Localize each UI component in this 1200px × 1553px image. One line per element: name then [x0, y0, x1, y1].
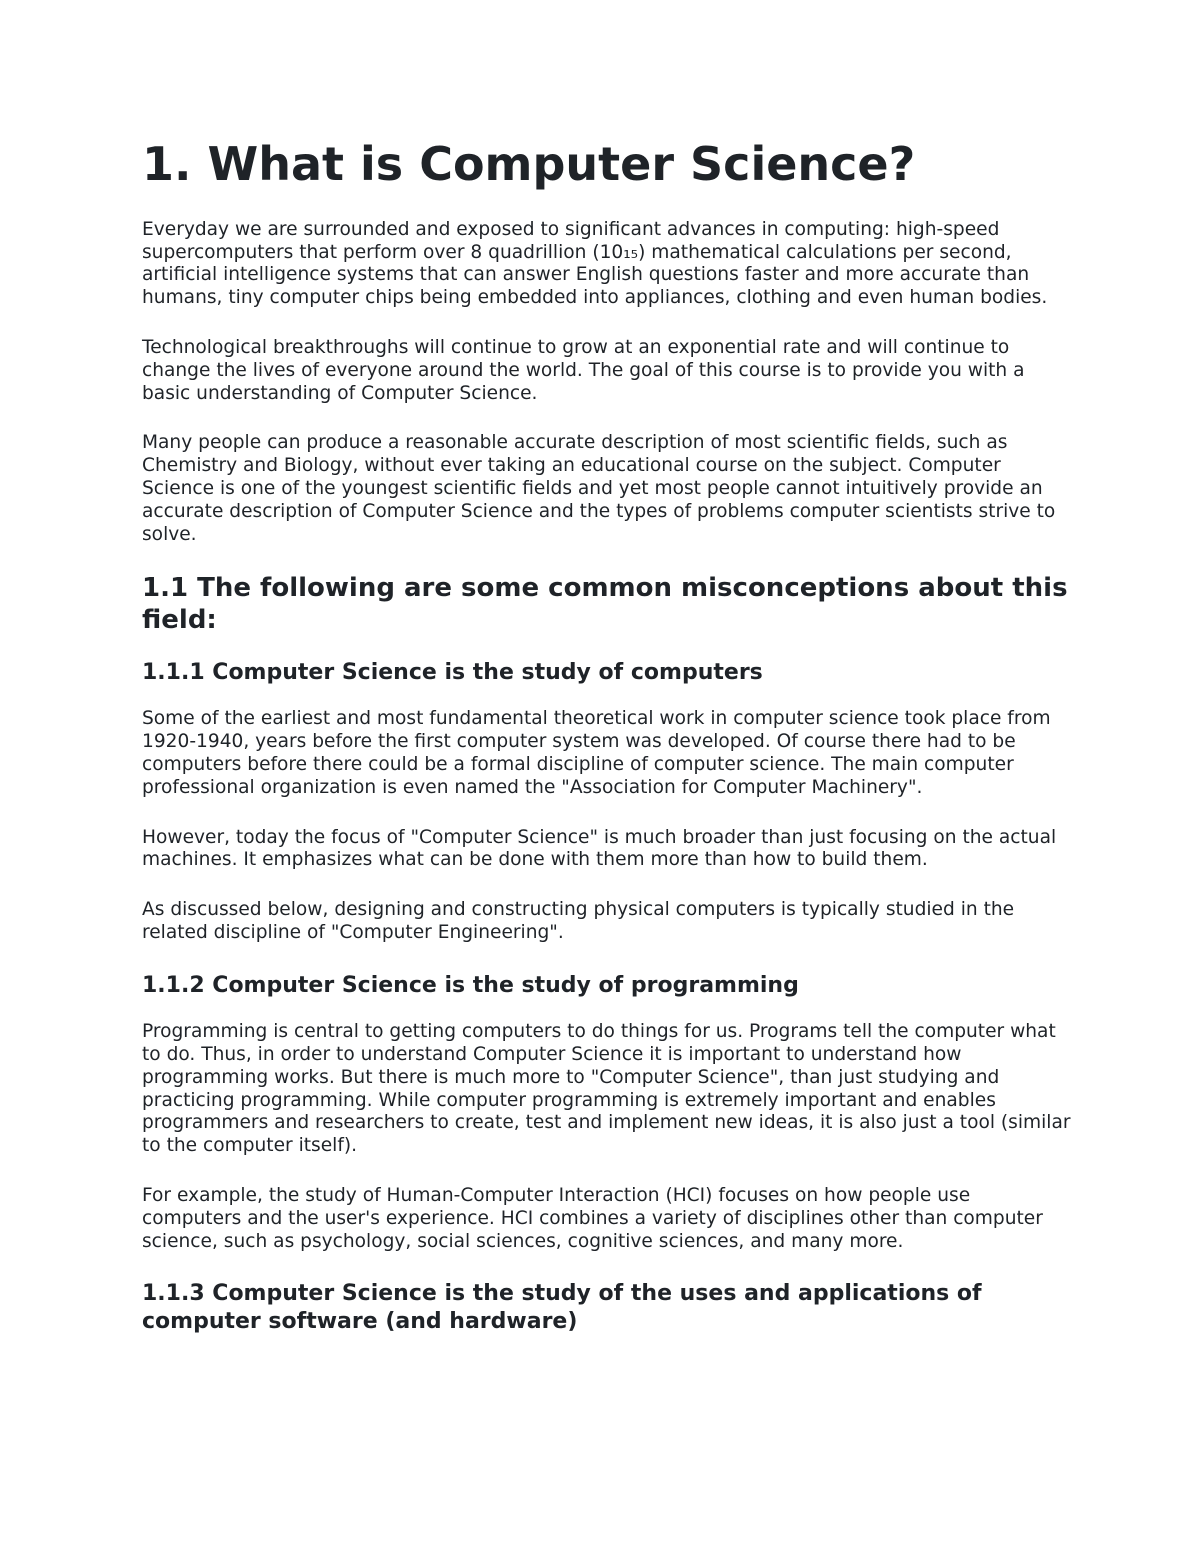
document-page	[142, 138, 1072, 1357]
page-title: 1. What is Computer Science?	[142, 137, 916, 191]
section-heading-1-1: 1.1 The following are some common misconceptions about this field:	[142, 573, 1068, 636]
subsection-heading-1-1-3: 1.1.3 Computer Science is the study of the uses and applications of computer software (and hardware)	[142, 1281, 982, 1334]
subsection-heading-1-1-2: 1.1.2 Computer Science is the study of programming	[142, 972, 799, 998]
subsection-1-1-1-paragraph-1: Some of the earliest and most fundamental theoretical work in computer science took place from 1920-1940, years before the first computer system was developed. Of course there had to be computers before there could be a formal discipline of computer science. The main computer professional organization is even named the "Association for Computer Machinery".	[142, 708, 1051, 798]
subsection-1-1-2-paragraph-2: For example, the study of Human-Computer Interaction (HCI) focuses on how people use computers and the user's experience. HCI combines a variety of disciplines other than computer science, such as psychology, social sciences, cognitive sciences, and many more.	[142, 1185, 1043, 1252]
subsection-heading-1-1-1: 1.1.1 Computer Science is the study of computers	[142, 659, 763, 685]
subsection-1-1-2-paragraph-1: Programming is central to getting computers to do things for us. Programs tell the computer what to do. Thus, in order to understand Computer Science it is important to understand how programming works. But there is much more to "Computer Science", than just studying and practicing programming. While computer programming is extremely important and enables programmers and researchers to create, test and implement new ideas, it is also just a tool (similar to the computer itself).	[142, 1021, 1071, 1157]
intro-paragraph-2: Technological breakthroughs will continue to grow at an exponential rate and will continue to change the lives of everyone around the world. The goal of this course is to provide you with a basic understanding of Computer Science.	[142, 337, 1025, 404]
subsection-1-1-1-paragraph-3: As discussed below, designing and constructing physical computers is typically studied in the related discipline of "Computer Engineering".	[142, 899, 1015, 943]
intro-paragraph-1: Everyday we are surrounded and exposed to significant advances in computing: high-speed supercomputers that perform over 8 quadrillion (10₁₅) mathematical calculations per second, artificial intelligence systems that can answer English questions faster and more accurate than humans, tiny computer chips being embedded into appliances, clothing and even human bodies.	[142, 218, 1048, 309]
intro-paragraph-3: Many people can produce a reasonable accurate description of most scientific fields, such as Chemistry and Biology, without ever taking an educational course on the subject. Computer Science is one of the youngest scientific fields and yet most people cannot intuitively provide an accurate description of Computer Science and the types of problems computer scientists strive to solve.	[142, 432, 1056, 545]
subsection-1-1-1-paragraph-2: However, today the focus of "Computer Science" is much broader than just focusing on the actual machines. It emphasizes what can be done with them more than how to build them.	[142, 826, 1057, 871]
